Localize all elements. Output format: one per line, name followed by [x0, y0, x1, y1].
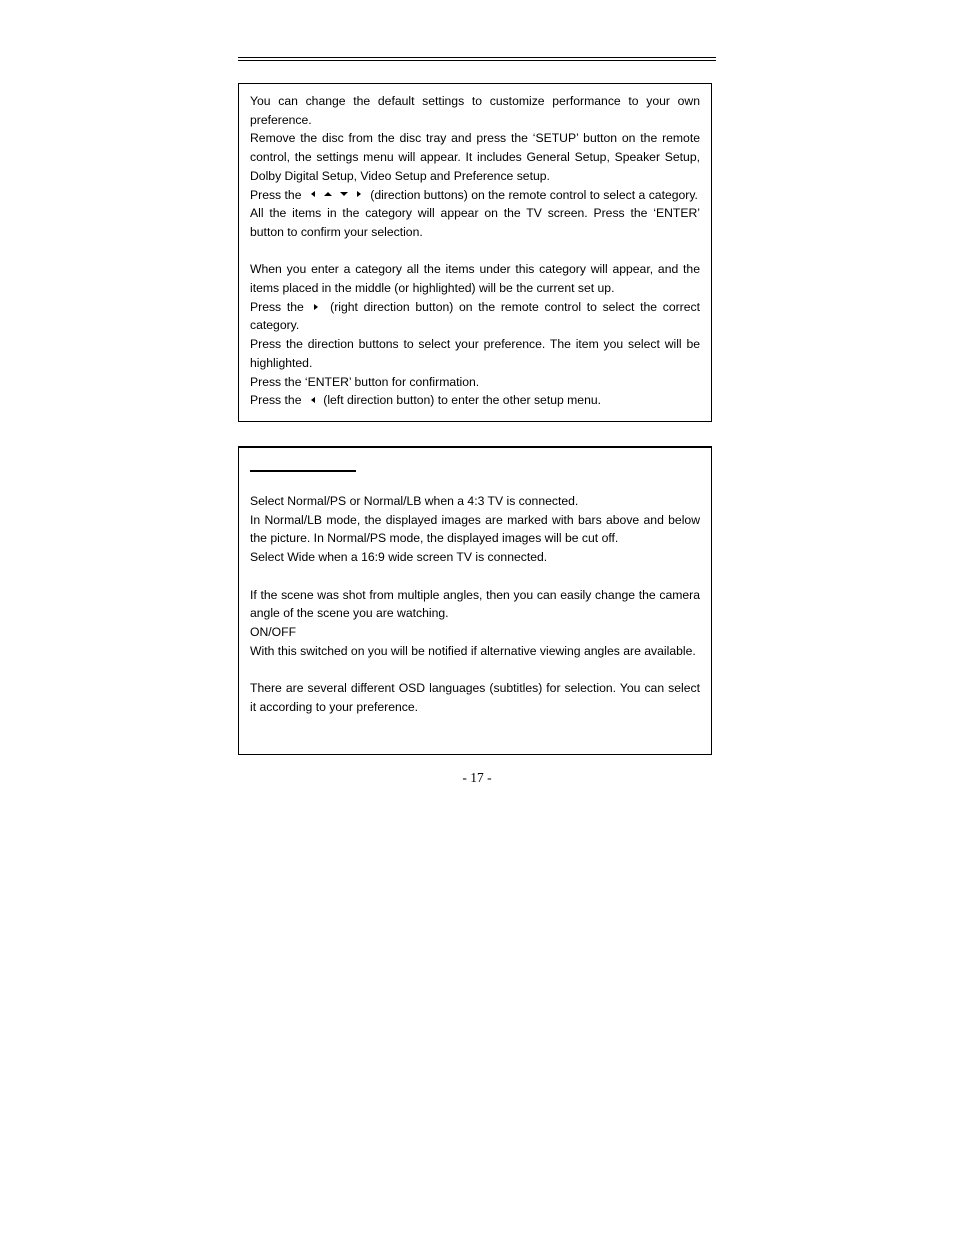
category-paragraph: When you enter a category all the items under this category will appear, and the items placed in the middle (or highlighted) will be the current set up.	[250, 262, 700, 296]
preference-paragraph: Press the direction buttons to select your preference. The item you select will be highlighted.	[250, 337, 700, 370]
setup-button-paragraph: Remove the disc from the disc tray and press the ‘SETUP’ button on the remote control, the settings menu will appear. It includes General Setup, Speaker Setup, Dolby Digital Setup, Video Setup and Preference setup.	[250, 131, 700, 183]
left-direction-suffix: (left direction button) to enter the other setup menu.	[323, 393, 602, 408]
setup-instructions-box	[238, 83, 712, 422]
down-arrow-icon	[340, 192, 348, 196]
angle-mark-paragraph: With this switched on you will be notified if alternative viewing angles are available.	[250, 643, 696, 658]
general-setup-box	[238, 446, 712, 755]
header-rule-bottom	[238, 60, 716, 61]
left-direction-paragraph	[250, 391, 700, 410]
direction-suffix: (direction buttons) on the remote control to select a category.	[370, 187, 698, 202]
right-direction-prefix: Press the	[250, 299, 304, 314]
tv-display-paragraph: Select Normal/PS or Normal/LB when a 4:3 TV is connected.	[250, 494, 579, 508]
paragraph-gap	[250, 567, 700, 586]
general-setup-content	[250, 492, 700, 716]
header-rule-top	[238, 57, 716, 58]
normal-mode-paragraph: In Normal/LB mode, the displayed images are marked with bars above and below the picture. In Normal/PS mode, the displayed images will be cut off.	[250, 512, 700, 546]
up-arrow-icon	[324, 192, 332, 196]
intro-paragraph: You can change the default settings to customize performance to your own preference.	[250, 94, 700, 127]
paragraph-gap	[250, 242, 700, 261]
left-arrow-icon	[311, 397, 315, 403]
angle-mark-options: ON/OFF	[250, 624, 297, 639]
right-direction-suffix: (right direction button) on the remote control to select the correct category.	[250, 299, 700, 333]
page-number: - 17 -	[462, 770, 492, 785]
right-arrow-icon	[357, 191, 361, 197]
right-direction-paragraph	[250, 298, 700, 335]
direction-buttons-paragraph	[250, 186, 700, 205]
wide-mode-paragraph: Select Wide when a 16:9 wide screen TV is connected.	[250, 550, 548, 565]
paragraph-gap	[250, 660, 700, 679]
right-arrow-icon	[314, 304, 318, 310]
section-heading-underline	[250, 470, 356, 472]
direction-prefix: Press the	[250, 187, 302, 202]
enter-confirm-paragraph: All the items in the category will appear on the TV screen. Press the ‘ENTER’ button to confirm your selection.	[250, 206, 700, 239]
setup-instructions-content	[250, 92, 700, 410]
enter-paragraph: Press the ‘ENTER’ button for confirmation.	[250, 374, 480, 389]
left-direction-prefix: Press the	[250, 393, 302, 408]
left-arrow-icon	[311, 191, 315, 197]
angle-paragraph: If the scene was shot from multiple angles, then you can easily change the camera angle of the scene you are watching.	[250, 587, 700, 621]
osd-language-paragraph: There are several different OSD languages (subtitles) for selection. You can select it according to your preference.	[250, 681, 700, 714]
